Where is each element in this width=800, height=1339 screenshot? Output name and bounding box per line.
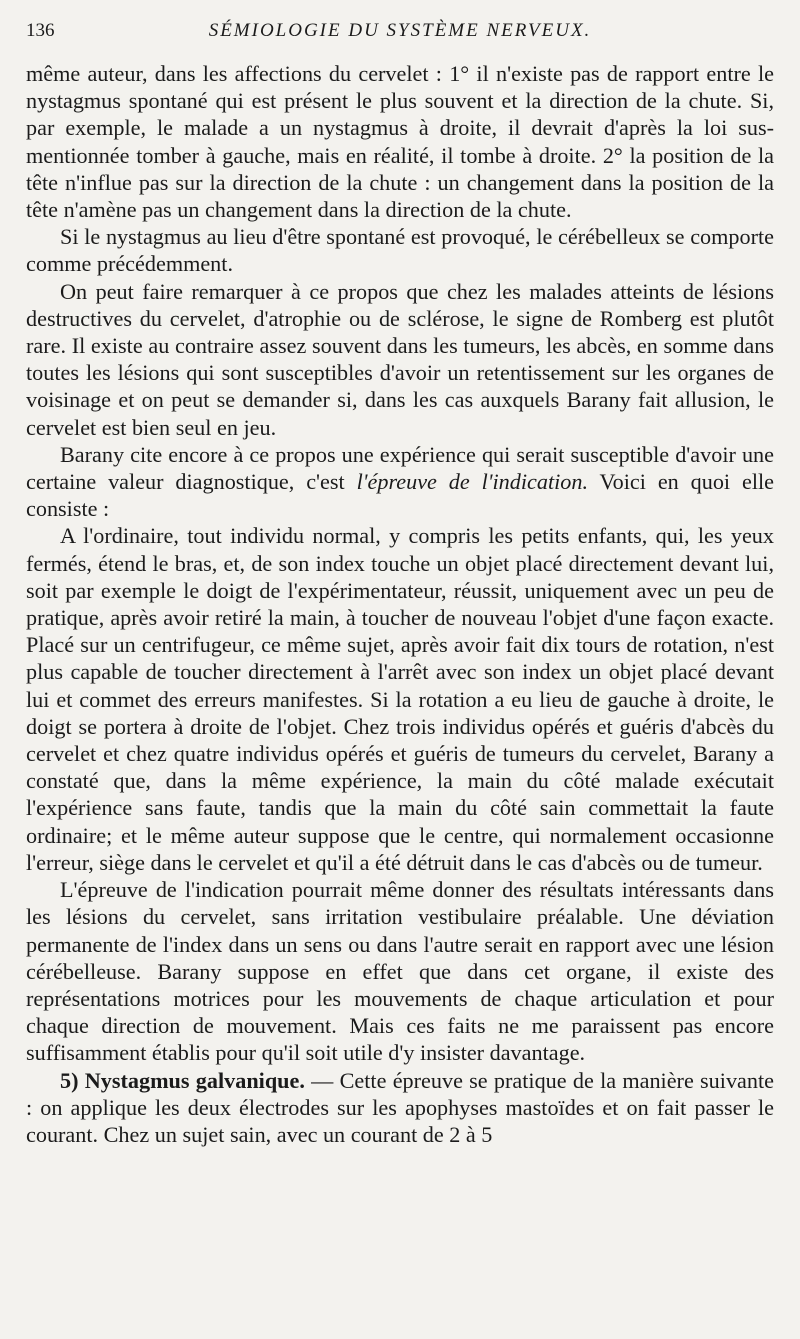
paragraph-2: Si le nystagmus au lieu d'être spontané est provoqué, le cérébelleux se comporte comme précédemment. (26, 224, 774, 277)
paragraph-7-text: — Cette épreuve se pratique de la manière suivante : on applique les deux électrodes sur les apophyses mastoïdes et on fait passer le courant. Chez un sujet sain, avec un courant de 2 à 5 (26, 1067, 774, 1147)
section-heading-nystagmus-galvanique: 5) Nystagmus galvanique. (60, 1067, 305, 1093)
page-body (26, 60, 774, 1148)
epreuve-de-l-indication-term: l'épreuve de l'indication. (356, 469, 589, 495)
page-header (26, 20, 774, 52)
running-title: SÉMIOLOGIE DU SYSTÈME NERVEUX. (208, 20, 592, 41)
paragraph-6: L'épreuve de l'indication pourrait même donner des résultats intéressants dans les lésions du cervelet, sans irritation vestibulaire préalable. Une déviation permanente de l'index dans un sens ou dans l'autre serait en rapport avec une lésion cérébelleuse. Barany suppose en effet que dans cet organe, il existe des représentations motrices pour les mouvements de chaque articulation et pour chaque direction de mouvement. Mais ces faits ne me paraissent pas encore suffisamment établis pour qu'il soit utile d'y insister davantage. (26, 877, 774, 1066)
paragraph-5: A l'ordinaire, tout individu normal, y compris les petits enfants, qui, les yeux fermés, étend le bras, et, de son index touche un objet placé directement devant lui, soit par exemple le doigt de l'expérimentateur, réussit, uniquement avec un peu de pratique, après avoir retiré la main, à toucher de nouveau l'objet d'une façon exacte. Placé sur un centrifugeur, ce même sujet, après avoir fait dix tours de rotation, n'est plus capable de toucher directement à l'arrêt avec son index un objet placé devant lui et commet des erreurs manifestes. Si la rotation a eu lieu de gauche à droite, le doigt se portera à droite de l'objet. Chez trois individus opérés et guéris d'abcès du cervelet et chez quatre individus opérés et guéris de tumeurs du cervelet, Barany a constaté que, dans la même expérience, la main du côté malade exécutait l'expérience sans faute, tandis que la main du côté sain commettait la faute ordinaire; et le même auteur suppose que le centre, qui normalement occasionne l'erreur, siège dans le cervelet et qu'il a été détruit dans le cas d'abcès ou de tumeur. (26, 523, 774, 875)
paragraph-4-text: Barany cite encore à ce propos une expérience qui serait susceptible d'avoir une certaine valeur diagnostique, c'est (26, 441, 774, 495)
page-number: 136 (26, 20, 55, 41)
paragraph-7 (26, 1067, 774, 1149)
paragraph-3: On peut faire remarquer à ce propos que chez les malades atteints de lésions destructives du cervelet, d'atrophie ou de sclérose, le signe de Romberg est plutôt rare. Il existe au contraire assez souvent dans les tumeurs, les abcès, en somme dans toutes les lésions qui sont susceptibles d'avoir un retentissement sur les organes de voisinage et on peut se demander si, dans les cas auxquels Barany fait allusion, le cervelet est bien seul en jeu. (26, 278, 774, 440)
paragraph-4-tail: Voici en quoi elle consiste : (26, 469, 774, 522)
paragraph-4 (26, 441, 774, 523)
paragraph-1: même auteur, dans les affections du cervelet : 1° il n'existe pas de rapport entre le nystagmus spontané qui est présent le plus souvent et la direction de la chute. Si, par exemple, le malade a un nystagmus à droite, il devrait d'après la loi sus-mentionnée tomber à gauche, mais en réalité, il tombe à droite. 2° la position de la tête n'influe pas sur la direction de la chute : un changement dans la position de la tête n'amène pas un changement dans la direction de la chute. (26, 61, 774, 223)
